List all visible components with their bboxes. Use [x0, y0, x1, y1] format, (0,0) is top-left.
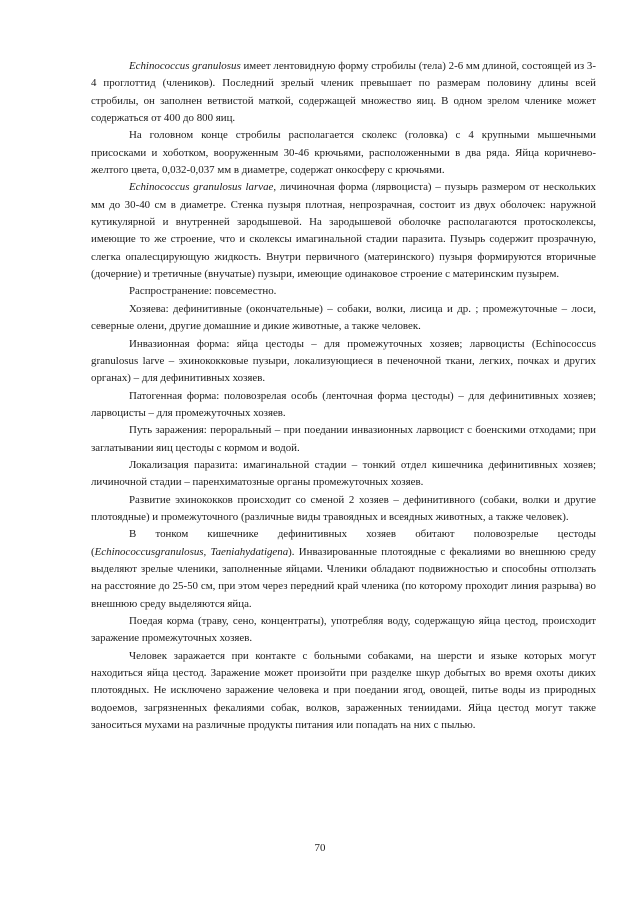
text-run: Хозяева: дефинитивные (окончательные) – собаки, волки, лисица и др. ; промежуточные – лоси, северные олени, другие домашние и дикие животные, а также человек. — [91, 302, 596, 333]
paragraph-host-change — [91, 492, 596, 527]
paragraph-pathogenic-form — [91, 388, 596, 423]
text-run: Распространение: повсеместно. — [129, 285, 277, 298]
text-run: Патогенная форма: половозрелая особь (ленточная форма цестоды) – для дефинитивных хозяев; ларвоцисты – для промежуточных хозяев. — [91, 389, 596, 419]
text-run: Путь заражения: пероральный – при поедании инвазионных ларвоцист с боенскими отходами; при заглатывании яиц цестоды с кормом и водой. — [91, 424, 596, 454]
paragraph-strobila-description — [91, 58, 596, 127]
paragraph-small-intestine — [91, 526, 596, 613]
latin-name: Echinococcusgranulosus, Taeniahydatigena — [94, 545, 289, 558]
paragraph-distribution — [91, 283, 596, 300]
text-run: имеет лентовидную форму стробилы (тела) 2-6 мм длиной, состоящей из 3-4 проглоттид (члеников). Последний зрелый членик превышает по размерам половину длины всей стробилы, он заполнен ветвистой маткой, содержащей множество яиц. В одном зрелом членике может содержаться от 400 до 800 яиц. — [91, 60, 596, 125]
paragraph-larval-form — [91, 179, 596, 283]
text-run: В тонком кишечнике дефинитивных хозяев обитают половозрелые цестоды ( — [91, 528, 596, 558]
page-body — [91, 58, 596, 734]
paragraph-hosts — [91, 301, 596, 336]
paragraph-feed-infection — [91, 613, 596, 648]
text-run: Человек заражается при контакте с больными собаками, на шерсти и языке которых могут находиться яйца цестод. Заражение может произойти при разделке шкур добытых во время охоты диких плотоядных. Не исключено заражение человека и при поедании ягод, овощей, питье воды из природных водоемов, загрязненных фекалиями собак, волков, зараженных тениидами. Яйца цестод могут также заноситься мухами на различные продукты питания или попадать на них с пылью. — [91, 649, 596, 732]
text-run: ). Инвазированные плотоядные с фекалиями во внешнюю среду выделяют зрелые членики, заполненные яйцами. Членики обладают подвижностью и способны отползать на расстояние до 25-50 см, при этом через передний край членика (по которому проходит линия разрыва) во внешнюю среду выделяются яйца. — [91, 545, 596, 610]
paragraph-scolex-description — [91, 127, 596, 179]
text-run: На головном конце стробилы располагается сколекс (головка) с 4 крупными мышечными присосками и хоботком, вооруженным 30-46 крючьями, расположенными в два ряда. Яйца коричнево-желтого цвета, 0,032-0,037 мм в диаметре, содержат онкосферу с крючьями. — [91, 129, 596, 177]
paragraph-localization — [91, 457, 596, 492]
latin-name: Echinococcus granulosus larvae — [129, 181, 274, 194]
latin-name: Echinococcus granulosus — [129, 60, 241, 72]
text-run: Развитие эхинококков происходит со сменой 2 хозяев – дефинитивного (собаки, волки и другие плотоядные) и промежуточного (различные виды травоядных и всеядных животных, а также человек). — [91, 493, 596, 523]
text-run: Инвазионная форма: яйца цестоды – для промежуточных хозяев; ларвоцисты (Echinococcus granulosus larve – эхинококковые пузыри, локализующиеся в печеночной ткани, легких, почках и других органах) – для дефинитивных хозяев. — [91, 337, 596, 385]
text-run: , личиночная форма (лярвоциста) – пузырь размером от нескольких мм до 30-40 см в диаметре. Стенка пузыря плотная, непрозрачная, состоит из двух оболочек: наружной кутикулярной и внутренней зародышевой. На зародышевой оболочке располагаются протосколексы, имеющие то же строение, что и сколексы имагинальной стадии паразита. Пузырь содержит прозрачную, слегка опалесцирующую жидкость. Внутри первичного (материнского) пузыря формируются вторичные (дочерние) и третичные (внучатые) пузыри, имеющие одинаковое строение с материнским пузырем. — [91, 181, 596, 281]
page-number: 70 — [314, 842, 326, 854]
paragraph-invasive-form — [91, 336, 596, 388]
paragraph-infection-route — [91, 422, 596, 457]
text-run: Поедая корма (траву, сено, концентраты), употребляя воду, содержащую яйца цестод, происходит заражение промежуточных хозяев. — [91, 615, 596, 645]
paragraph-human-infection — [91, 648, 596, 735]
text-run: Локализация паразита: имагинальной стадии – тонкий отдел кишечника дефинитивных хозяев; личиночной стадии – паренхиматозные органы промежуточных хозяев. — [91, 458, 596, 489]
